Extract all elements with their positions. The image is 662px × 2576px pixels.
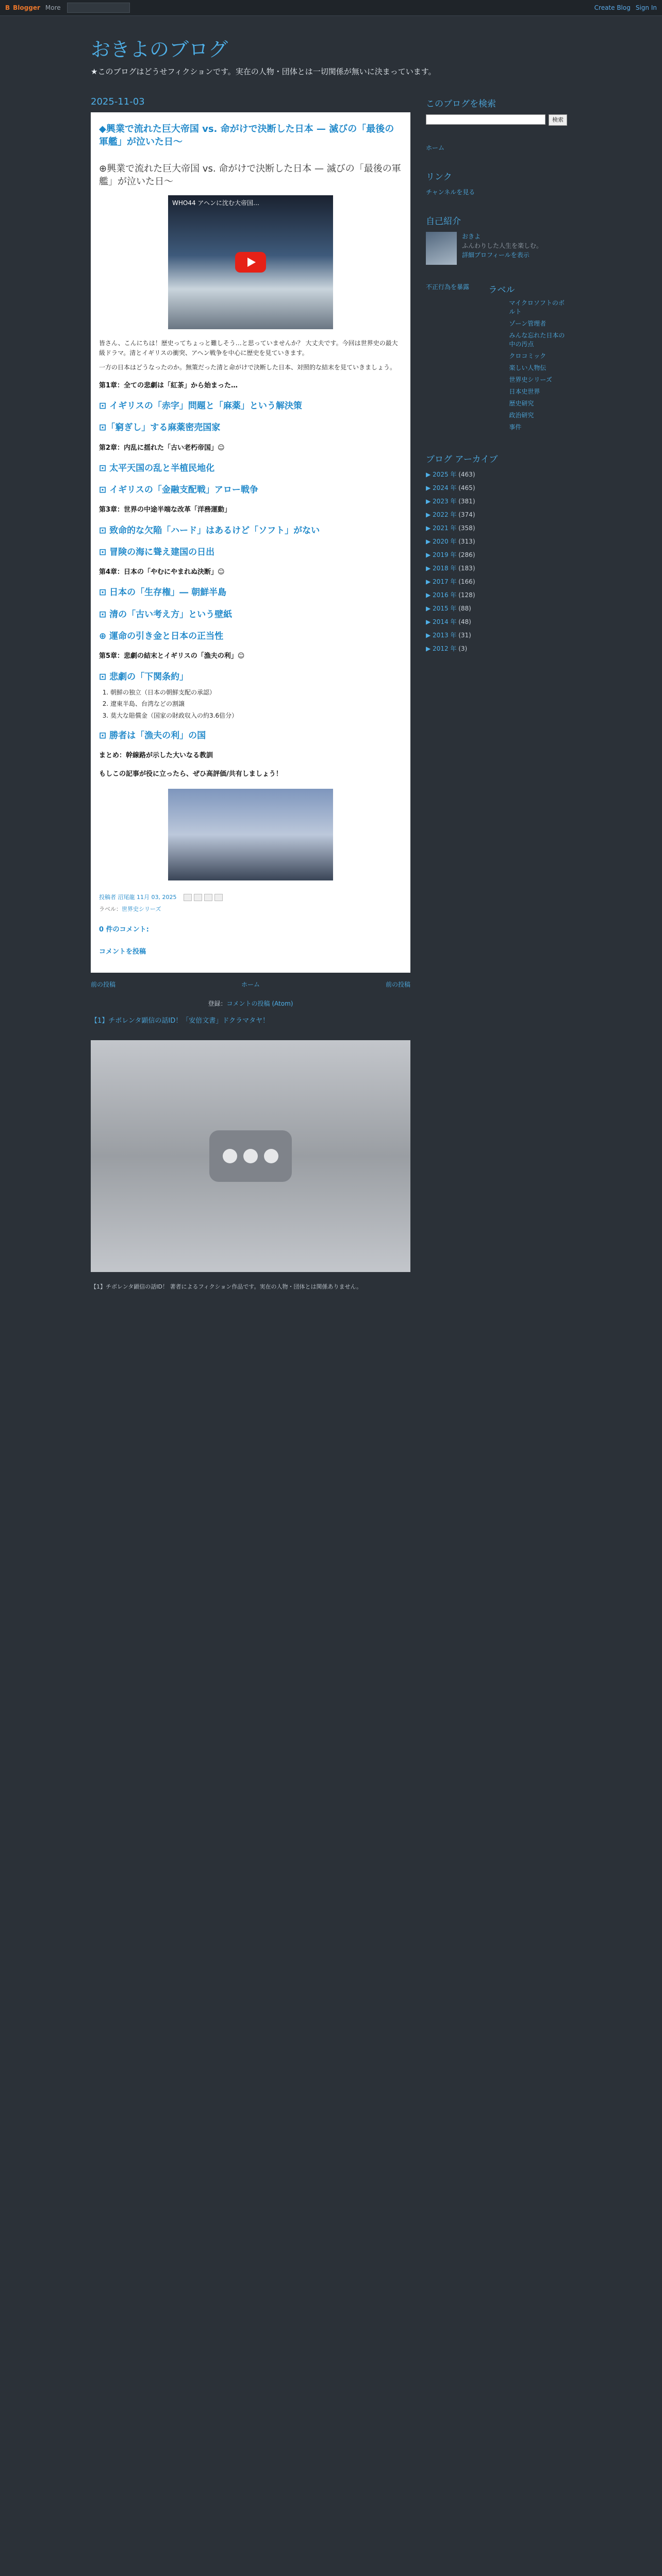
links-gadget [426, 170, 570, 196]
archive-count: (88) [458, 605, 471, 612]
links-title: リンク [426, 172, 452, 182]
paragraph: 皆さん、こんにちは！歴史ってちょっと難しそう…と思っていませんか？ 大丈夫です。今回は世界史の最大級ドラマ。清とイギリスの衝突、アヘン戦争を中心に歴史を見ていきます。 [99, 339, 398, 357]
paragraph: 一方の日本はどうなったのか。無策だった清と命がけで決断した日本、対照的な結末を見ていきましょう。 [99, 364, 396, 371]
section-subheading: ⊡ 冒険の海に聳え建国の日出 [99, 547, 215, 557]
archive-year-label: ▶ 2018 年 [426, 565, 457, 572]
post-body [91, 112, 410, 973]
archive-count: (166) [458, 578, 475, 585]
post-date: 2025-11-03 [91, 96, 145, 107]
archive-year-label: ▶ 2019 年 [426, 551, 457, 558]
subscribe [91, 999, 410, 1008]
section-subheading: ⊕ 運命の引き金と日本の正当性 [99, 631, 224, 642]
section-subheading: ⊡「窮ぎし」する麻薬密売国家 [99, 422, 221, 433]
archive-year[interactable] [426, 483, 570, 492]
label-left-link[interactable]: 不正行為を暴露 [426, 283, 470, 291]
section-subheading: ⊡ 悲劇の「下関条約」 [99, 671, 189, 682]
archive-year-label: ▶ 2020 年 [426, 538, 457, 545]
labels-title: ラベル [488, 285, 515, 295]
label-item[interactable]: みんな忘れた日本の中の汚点 [509, 332, 565, 348]
archive-count: (374) [458, 511, 475, 518]
archive-year-label: ▶ 2021 年 [426, 524, 457, 532]
footer-link[interactable]: 【1】チボレンタ顕信の話ID！「安倍文書」ドクラマタヤ！ [91, 1016, 270, 1025]
search-gadget [426, 96, 570, 126]
archive-year[interactable] [426, 564, 570, 572]
label-item[interactable]: 政治研究 [509, 412, 534, 419]
blogger-logo[interactable] [5, 4, 40, 11]
more-menu[interactable]: More [45, 4, 61, 11]
post-title[interactable]: ◆興業で流れた巨大帝国 vs. 命がけで決断した日本 — 滅びの「最後の軍艦」が泣いた日〜 [99, 124, 394, 148]
blog-title[interactable]: おきよのブログ [91, 38, 228, 61]
sign-in-link[interactable]: Sign In [635, 4, 657, 11]
closing-heading: まとめ：幹線路が示した大いなる教訓 [99, 752, 213, 760]
label-item[interactable]: マイクロソフトのボルト [509, 299, 565, 315]
post-author[interactable]: 投稿者 沼尾龍 11月 03, 2025 [99, 894, 177, 901]
label-item[interactable]: 事件 [509, 423, 522, 431]
search-button[interactable]: 検索 [549, 114, 567, 126]
facebook-icon[interactable] [214, 894, 223, 901]
label-item[interactable]: 歴史研究 [509, 400, 534, 407]
profile-title: 自己紹介 [426, 216, 461, 227]
blog-header [0, 16, 662, 77]
list-item: 3. 莫大な賠償金（国家の財政収入の約3.6倍分） [110, 711, 402, 721]
archive-count: (128) [458, 591, 475, 599]
archive-year[interactable] [426, 577, 570, 586]
archive-year-label: ▶ 2016 年 [426, 591, 457, 599]
avatar[interactable] [426, 232, 457, 265]
archive-year-label: ▶ 2012 年 [426, 645, 457, 652]
list-item: 1. 朝鮮の独立（日本の朝鮮支配の承認） [110, 688, 402, 698]
sidebar-home-link[interactable]: ホーム [426, 144, 445, 151]
section-subheading: ⊡ イギリスの「赤字」問題と「麻薬」という解決策 [99, 400, 302, 411]
archive-count: (286) [458, 551, 475, 558]
archive-year[interactable] [426, 590, 570, 599]
section-subheading: ⊡ イギリスの「金融支配戦」アロー戦争 [99, 485, 258, 496]
archive-year-label: ▶ 2015 年 [426, 605, 457, 612]
sidebar [426, 96, 570, 1291]
label-item[interactable]: クロコミック [509, 352, 547, 360]
post-labels [99, 905, 402, 913]
profile-desc: ふんわりした人生を楽しむ。 [462, 242, 543, 249]
archive-year-label: ▶ 2023 年 [426, 498, 457, 505]
post-image[interactable] [168, 789, 333, 880]
subscribe-link[interactable]: コメントの投稿 (Atom) [226, 999, 293, 1007]
section-heading: 第5章：悲劇の結末とイギリスの「漁夫の利」☺ [99, 652, 245, 660]
labels-gadget [426, 282, 570, 434]
twitter-icon[interactable] [204, 894, 212, 901]
archive-year[interactable] [426, 537, 570, 546]
archive-year[interactable] [426, 617, 570, 626]
archive-year[interactable] [426, 631, 570, 639]
label-item[interactable]: 楽しい人物伝 [509, 364, 547, 371]
archive-year-label: ▶ 2022 年 [426, 511, 457, 518]
blogthis-icon[interactable] [194, 894, 202, 901]
main-column [91, 96, 410, 1291]
post-subtitle: ⊕興業で流れた巨大帝国 vs. 命がけで決断した日本 — 滅びの「最後の軍艦」が泣いた日〜 [99, 163, 401, 187]
archive-year[interactable] [426, 644, 570, 653]
section-heading: 第1章：全ての悲劇は「紅茶」から始まった… [99, 381, 238, 389]
search-title: このブログを検索 [426, 99, 496, 109]
archive-year[interactable] [426, 470, 570, 479]
section-heading: 第2章：内乱に揺れた「古い老朽帝国」☺ [99, 444, 225, 452]
video-title: WHO44 アヘンに沈む大帝国… [172, 199, 259, 207]
archive-count: (465) [458, 484, 475, 492]
footnote: 【1】チボレンタ顕信の話ID！ 著者によるフィクション作品です。実在の人物・団体とは関係ありません。 [91, 1283, 362, 1290]
pages-gadget [426, 143, 570, 152]
blogger-navbar [0, 0, 662, 16]
newer-post-link[interactable]: 前の投稿 [91, 980, 116, 988]
archive-count: (313) [458, 538, 475, 545]
label-item[interactable]: 世界史シリーズ [509, 376, 552, 383]
play-icon[interactable] [235, 252, 266, 273]
loading-dots-icon [209, 1130, 292, 1182]
profile-more-link[interactable]: 詳細プロフィールを表示 [462, 251, 529, 259]
section-subheading: ⊡ 勝者は「漁夫の利」の国 [99, 730, 206, 741]
label-item[interactable]: ゾーン管理者 [509, 320, 547, 327]
section-subheading: ⊡ 日本の「生存権」― 朝鮮半島 [99, 587, 227, 598]
blogger-logo-text: Blogger [13, 4, 40, 11]
treaty-list [110, 688, 402, 721]
section-subheading: ⊡ 致命的な欠陥「ハード」はあるけど「ソフト」がない [99, 525, 320, 536]
profile-gadget [426, 214, 570, 265]
profile-name[interactable]: おきよ [462, 233, 481, 240]
list-item: 2. 遼東半島、台湾などの割譲 [110, 699, 402, 709]
label-item[interactable]: 日本史世界 [509, 388, 540, 395]
archive-count: (358) [458, 524, 475, 532]
embedded-widget[interactable] [91, 1040, 410, 1272]
video-embed[interactable] [168, 195, 333, 329]
archive-count: (3) [458, 645, 468, 652]
older-post-link[interactable]: 前の投稿 [385, 980, 410, 988]
section-heading: 第3章：世界の中途半端な改革「洋務運動」 [99, 506, 231, 514]
archive-year-label: ▶ 2017 年 [426, 578, 457, 585]
post-footer [99, 893, 402, 913]
navbar-search[interactable] [67, 3, 130, 13]
post-comment-link[interactable]: コメントを投稿 [99, 947, 146, 956]
archive-gadget [426, 452, 570, 653]
archive-year[interactable] [426, 550, 570, 559]
share-icons [184, 894, 223, 901]
archive-year[interactable] [426, 497, 570, 505]
email-icon[interactable] [184, 894, 192, 901]
section-subheading: ⊡ 太平天国の乱と半植民地化 [99, 463, 215, 473]
subscribe-prefix: 登録： [208, 999, 227, 1007]
blogger-icon: B [5, 4, 10, 11]
label-link[interactable]: 世界史シリーズ [122, 906, 161, 913]
home-link[interactable]: ホーム [241, 980, 260, 988]
blog-description: ★このブログはどうせフィクションです。実在の人物・団体とは一切関係が無いに決まっています。 [91, 67, 436, 76]
archive-count: (183) [458, 565, 475, 572]
archive-year[interactable] [426, 604, 570, 613]
blog-pager [91, 980, 410, 989]
comments-count: 0 件のコメント: [99, 926, 149, 934]
section-subheading: ⊡ 清の「古い考え方」という壁紙 [99, 609, 233, 620]
channel-link[interactable]: チャンネルを見る [426, 189, 475, 196]
archive-year-label: ▶ 2013 年 [426, 632, 457, 639]
archive-year-label: ▶ 2014 年 [426, 618, 457, 625]
archive-year-label: ▶ 2024 年 [426, 484, 457, 492]
archive-year-label: ▶ 2025 年 [426, 471, 457, 478]
archive-year[interactable] [426, 523, 570, 532]
closing-question: もしこの記事が役に立ったら、ぜひ高評価/共有しましょう！ [99, 770, 283, 778]
archive-year[interactable] [426, 510, 570, 519]
section-heading: 第4章：日本の「やむにやまれぬ決断」☺ [99, 568, 225, 577]
search-input[interactable] [426, 114, 545, 125]
archive-title: ブログ アーカイブ [426, 454, 498, 465]
archive-count: (48) [458, 618, 471, 625]
archive-count: (381) [458, 498, 475, 505]
archive-count: (31) [458, 632, 471, 639]
create-blog-link[interactable]: Create Blog [594, 4, 631, 11]
archive-count: (463) [458, 471, 475, 478]
labels-prefix: ラベル： [99, 906, 122, 913]
